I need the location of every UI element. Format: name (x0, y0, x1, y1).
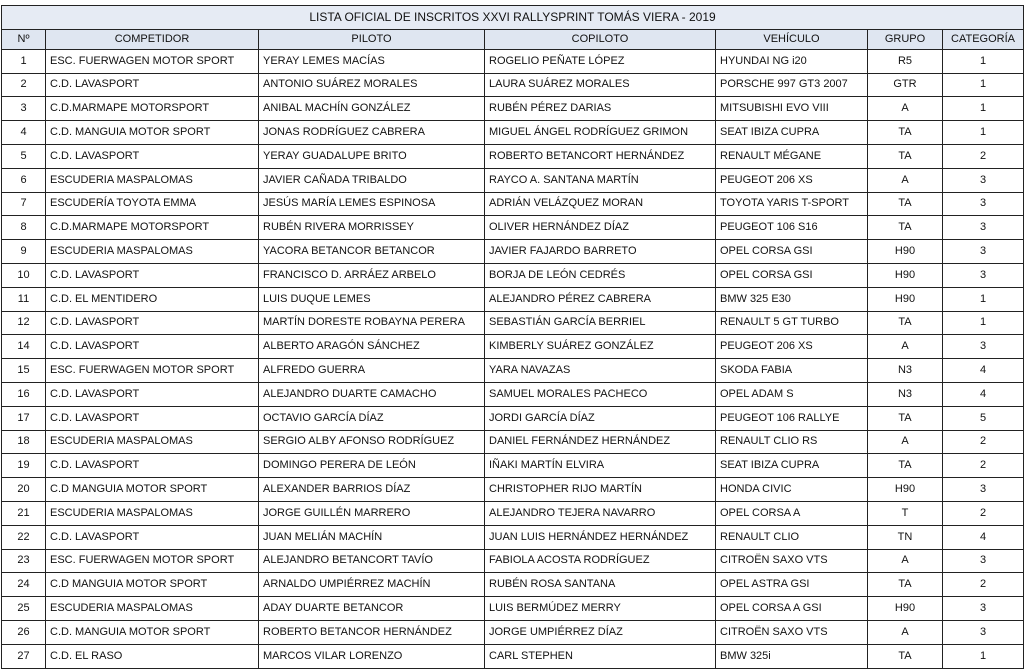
entry-number: 9 (2, 240, 46, 264)
entry-number: 24 (2, 573, 46, 597)
group-cell: A (868, 549, 943, 573)
vehicle-cell: MITSUBISHI EVO VIII (716, 97, 868, 121)
group-cell: A (868, 335, 943, 359)
entry-number: 19 (2, 454, 46, 478)
driver-cell: ARNALDO UMPIÉRREZ MACHÍN (259, 573, 485, 597)
group-cell: TA (868, 144, 943, 168)
competitor-cell: C.D. MANGUIA MOTOR SPORT (46, 620, 259, 644)
table-row (2, 406, 1024, 430)
table-row (2, 525, 1024, 549)
entry-number: 22 (2, 525, 46, 549)
group-cell: N3 (868, 382, 943, 406)
column-header-competitor: COMPETIDOR (46, 29, 259, 49)
codriver-cell: JUAN LUIS HERNÁNDEZ HERNÁNDEZ (485, 525, 716, 549)
column-header-number: Nº (2, 29, 46, 49)
table-row (2, 192, 1024, 216)
entry-number: 16 (2, 382, 46, 406)
table-row (2, 287, 1024, 311)
driver-cell: RUBÉN RIVERA MORRISSEY (259, 216, 485, 240)
category-cell: 3 (943, 192, 1024, 216)
category-cell: 3 (943, 168, 1024, 192)
competitor-cell: C.D. LAVASPORT (46, 525, 259, 549)
driver-cell: JUAN MELIÁN MACHÍN (259, 525, 485, 549)
column-header-group: GRUPO (868, 29, 943, 49)
driver-cell: SERGIO ALBY AFONSO RODRÍGUEZ (259, 430, 485, 454)
entry-number: 18 (2, 430, 46, 454)
driver-cell: FRANCISCO D. ARRÁEZ ARBELO (259, 263, 485, 287)
competitor-cell: C.D. LAVASPORT (46, 311, 259, 335)
entry-number: 3 (2, 97, 46, 121)
codriver-cell: ALEJANDRO TEJERA NAVARRO (485, 501, 716, 525)
vehicle-cell: OPEL ADAM S (716, 382, 868, 406)
title-row (2, 6, 1024, 30)
codriver-cell: SEBASTIÁN GARCÍA BERRIEL (485, 311, 716, 335)
driver-cell: LUIS DUQUE LEMES (259, 287, 485, 311)
codriver-cell: JORGE UMPIÉRREZ DÍAZ (485, 620, 716, 644)
codriver-cell: CHRISTOPHER RIJO MARTÍN (485, 478, 716, 502)
table-row (2, 382, 1024, 406)
category-cell: 1 (943, 73, 1024, 97)
driver-cell: YERAY LEMES MACÍAS (259, 49, 485, 73)
competitor-cell: ESC. FUERWAGEN MOTOR SPORT (46, 49, 259, 73)
driver-cell: ADAY DUARTE BETANCOR (259, 597, 485, 621)
driver-cell: OCTAVIO GARCÍA DÍAZ (259, 406, 485, 430)
column-header-category: CATEGORÍA (943, 29, 1024, 49)
category-cell: 3 (943, 597, 1024, 621)
entry-number: 7 (2, 192, 46, 216)
codriver-cell: KIMBERLY SUÁREZ GONZÁLEZ (485, 335, 716, 359)
category-cell: 1 (943, 49, 1024, 73)
group-cell: A (868, 97, 943, 121)
group-cell: H90 (868, 478, 943, 502)
vehicle-cell: CITROËN SAXO VTS (716, 549, 868, 573)
category-cell: 2 (943, 573, 1024, 597)
group-cell: T (868, 501, 943, 525)
competitor-cell: ESCUDERIA MASPALOMAS (46, 168, 259, 192)
vehicle-cell: HYUNDAI NG i20 (716, 49, 868, 73)
group-cell: TN (868, 525, 943, 549)
group-cell: H90 (868, 597, 943, 621)
entry-number: 27 (2, 644, 46, 668)
vehicle-cell: RENAULT MÉGANE (716, 144, 868, 168)
codriver-cell: ROBERTO BETANCORT HERNÁNDEZ (485, 144, 716, 168)
entry-number: 26 (2, 620, 46, 644)
competitor-cell: C.D. LAVASPORT (46, 73, 259, 97)
codriver-cell: ADRIÁN VELÁZQUEZ MORAN (485, 192, 716, 216)
codriver-cell: JAVIER FAJARDO BARRETO (485, 240, 716, 264)
driver-cell: DOMINGO PERERA DE LEÓN (259, 454, 485, 478)
group-cell: GTR (868, 73, 943, 97)
category-cell: 3 (943, 335, 1024, 359)
competitor-cell: ESC. FUERWAGEN MOTOR SPORT (46, 549, 259, 573)
table-row (2, 311, 1024, 335)
competitor-cell: C.D. LAVASPORT (46, 382, 259, 406)
driver-cell: JAVIER CAÑADA TRIBALDO (259, 168, 485, 192)
driver-cell: YERAY GUADALUPE BRITO (259, 144, 485, 168)
driver-cell: MARCOS VILAR LORENZO (259, 644, 485, 668)
vehicle-cell: OPEL ASTRA GSI (716, 573, 868, 597)
competitor-cell: ESCUDERIA MASPALOMAS (46, 597, 259, 621)
table-row (2, 454, 1024, 478)
driver-cell: ANIBAL MACHÍN GONZÁLEZ (259, 97, 485, 121)
vehicle-cell: OPEL CORSA GSI (716, 240, 868, 264)
entry-number: 14 (2, 335, 46, 359)
category-cell: 3 (943, 549, 1024, 573)
entry-number: 4 (2, 121, 46, 145)
category-cell: 3 (943, 216, 1024, 240)
table-row (2, 73, 1024, 97)
entry-number: 11 (2, 287, 46, 311)
codriver-cell: RAYCO A. SANTANA MARTÍN (485, 168, 716, 192)
driver-cell: JESÚS MARÍA LEMES ESPINOSA (259, 192, 485, 216)
table-row (2, 573, 1024, 597)
vehicle-cell: OPEL CORSA A GSI (716, 597, 868, 621)
category-cell: 4 (943, 525, 1024, 549)
vehicle-cell: RENAULT 5 GT TURBO (716, 311, 868, 335)
competitor-cell: C.D.MARMAPE MOTORSPORT (46, 216, 259, 240)
vehicle-cell: BMW 325i (716, 644, 868, 668)
table-row (2, 644, 1024, 668)
table-row (2, 620, 1024, 644)
table-row (2, 144, 1024, 168)
entry-number: 2 (2, 73, 46, 97)
table-row (2, 597, 1024, 621)
vehicle-cell: SEAT IBIZA CUPRA (716, 121, 868, 145)
vehicle-cell: RENAULT CLIO (716, 525, 868, 549)
table-row (2, 240, 1024, 264)
driver-cell: ALEJANDRO BETANCORT TAVÍO (259, 549, 485, 573)
group-cell: A (868, 430, 943, 454)
codriver-cell: IÑAKI MARTÍN ELVIRA (485, 454, 716, 478)
entry-list-table (1, 5, 1024, 669)
table-row (2, 97, 1024, 121)
vehicle-cell: BMW 325 E30 (716, 287, 868, 311)
category-cell: 1 (943, 644, 1024, 668)
category-cell: 3 (943, 620, 1024, 644)
category-cell: 1 (943, 311, 1024, 335)
competitor-cell: C.D. EL RASO (46, 644, 259, 668)
codriver-cell: LUIS BERMÚDEZ MERRY (485, 597, 716, 621)
driver-cell: JORGE GUILLÉN MARRERO (259, 501, 485, 525)
group-cell: N3 (868, 359, 943, 383)
codriver-cell: FABIOLA ACOSTA RODRÍGUEZ (485, 549, 716, 573)
competitor-cell: C.D. LAVASPORT (46, 454, 259, 478)
codriver-cell: ROGELIO PEÑATE LÓPEZ (485, 49, 716, 73)
codriver-cell: MIGUEL ÁNGEL RODRÍGUEZ GRIMON (485, 121, 716, 145)
driver-cell: ANTONIO SUÁREZ MORALES (259, 73, 485, 97)
driver-cell: ALEXANDER BARRIOS DÍAZ (259, 478, 485, 502)
entry-number: 21 (2, 501, 46, 525)
group-cell: TA (868, 454, 943, 478)
category-cell: 1 (943, 121, 1024, 145)
group-cell: TA (868, 644, 943, 668)
codriver-cell: SAMUEL MORALES PACHECO (485, 382, 716, 406)
table-row (2, 216, 1024, 240)
competitor-cell: C.D. LAVASPORT (46, 144, 259, 168)
vehicle-cell: PEUGEOT 206 XS (716, 335, 868, 359)
vehicle-cell: PEUGEOT 106 S16 (716, 216, 868, 240)
group-cell: A (868, 168, 943, 192)
competitor-cell: C.D. EL MENTIDERO (46, 287, 259, 311)
table-row (2, 549, 1024, 573)
competitor-cell: C.D. LAVASPORT (46, 406, 259, 430)
competitor-cell: C.D.MARMAPE MOTORSPORT (46, 97, 259, 121)
vehicle-cell: PEUGEOT 206 XS (716, 168, 868, 192)
competitor-cell: ESCUDERIA MASPALOMAS (46, 240, 259, 264)
codriver-cell: RUBÉN ROSA SANTANA (485, 573, 716, 597)
codriver-cell: DANIEL FERNÁNDEZ HERNÁNDEZ (485, 430, 716, 454)
table-row (2, 478, 1024, 502)
table-row (2, 168, 1024, 192)
group-cell: R5 (868, 49, 943, 73)
vehicle-cell: OPEL CORSA A (716, 501, 868, 525)
entry-number: 5 (2, 144, 46, 168)
vehicle-cell: PEUGEOT 106 RALLYE (716, 406, 868, 430)
table-row (2, 430, 1024, 454)
vehicle-cell: RENAULT CLIO RS (716, 430, 868, 454)
driver-cell: ALFREDO GUERRA (259, 359, 485, 383)
table-row (2, 501, 1024, 525)
entry-number: 23 (2, 549, 46, 573)
group-cell: H90 (868, 240, 943, 264)
table-row (2, 335, 1024, 359)
competitor-cell: C.D. MANGUIA MOTOR SPORT (46, 121, 259, 145)
group-cell: H90 (868, 263, 943, 287)
competitor-cell: ESCUDERIA MASPALOMAS (46, 430, 259, 454)
codriver-cell: RUBÉN PÉREZ DARIAS (485, 97, 716, 121)
driver-cell: YACORA BETANCOR BETANCOR (259, 240, 485, 264)
driver-cell: ALBERTO ARAGÓN SÁNCHEZ (259, 335, 485, 359)
category-cell: 3 (943, 263, 1024, 287)
codriver-cell: OLIVER HERNÁNDEZ DÍAZ (485, 216, 716, 240)
category-cell: 1 (943, 97, 1024, 121)
category-cell: 5 (943, 406, 1024, 430)
competitor-cell: C.D MANGUIA MOTOR SPORT (46, 478, 259, 502)
entry-number: 17 (2, 406, 46, 430)
category-cell: 4 (943, 359, 1024, 383)
entry-number: 12 (2, 311, 46, 335)
vehicle-cell: HONDA CIVIC (716, 478, 868, 502)
group-cell: TA (868, 216, 943, 240)
entry-number: 25 (2, 597, 46, 621)
competitor-cell: C.D. LAVASPORT (46, 335, 259, 359)
table-body (2, 49, 1024, 668)
codriver-cell: JORDI GARCÍA DÍAZ (485, 406, 716, 430)
codriver-cell: CARL STEPHEN (485, 644, 716, 668)
column-header-codriver: COPILOTO (485, 29, 716, 49)
column-header-driver: PILOTO (259, 29, 485, 49)
vehicle-cell: SEAT IBIZA CUPRA (716, 454, 868, 478)
group-cell: TA (868, 573, 943, 597)
entry-number: 6 (2, 168, 46, 192)
codriver-cell: BORJA DE LEÓN CEDRÉS (485, 263, 716, 287)
category-cell: 1 (943, 287, 1024, 311)
entry-number: 8 (2, 216, 46, 240)
entry-number: 20 (2, 478, 46, 502)
competitor-cell: C.D MANGUIA MOTOR SPORT (46, 573, 259, 597)
table-row (2, 49, 1024, 73)
entry-number: 15 (2, 359, 46, 383)
group-cell: TA (868, 192, 943, 216)
category-cell: 2 (943, 144, 1024, 168)
competitor-cell: ESCUDERÍA TOYOTA EMMA (46, 192, 259, 216)
competitor-cell: ESCUDERIA MASPALOMAS (46, 501, 259, 525)
category-cell: 3 (943, 478, 1024, 502)
category-cell: 2 (943, 430, 1024, 454)
group-cell: A (868, 620, 943, 644)
table-row (2, 121, 1024, 145)
codriver-cell: YARA NAVAZAS (485, 359, 716, 383)
table-title: LISTA OFICIAL DE INSCRITOS XXVI RALLYSPRINT TOMÁS VIERA - 2019 (2, 6, 1024, 30)
group-cell: TA (868, 311, 943, 335)
category-cell: 3 (943, 240, 1024, 264)
group-cell: TA (868, 406, 943, 430)
vehicle-cell: PORSCHE 997 GT3 2007 (716, 73, 868, 97)
column-header-vehicle: VEHÍCULO (716, 29, 868, 49)
header-row (2, 29, 1024, 49)
vehicle-cell: TOYOTA YARIS T-SPORT (716, 192, 868, 216)
table-row (2, 359, 1024, 383)
competitor-cell: ESC. FUERWAGEN MOTOR SPORT (46, 359, 259, 383)
entry-number: 10 (2, 263, 46, 287)
category-cell: 2 (943, 454, 1024, 478)
driver-cell: JONAS RODRÍGUEZ CABRERA (259, 121, 485, 145)
competitor-cell: C.D. LAVASPORT (46, 263, 259, 287)
driver-cell: ALEJANDRO DUARTE CAMACHO (259, 382, 485, 406)
driver-cell: MARTÍN DORESTE ROBAYNA PERERA (259, 311, 485, 335)
codriver-cell: ALEJANDRO PÉREZ CABRERA (485, 287, 716, 311)
entry-number: 1 (2, 49, 46, 73)
codriver-cell: LAURA SUÁREZ MORALES (485, 73, 716, 97)
category-cell: 4 (943, 382, 1024, 406)
table-row (2, 263, 1024, 287)
group-cell: H90 (868, 287, 943, 311)
group-cell: TA (868, 121, 943, 145)
vehicle-cell: CITROËN SAXO VTS (716, 620, 868, 644)
category-cell: 2 (943, 501, 1024, 525)
vehicle-cell: SKODA FABIA (716, 359, 868, 383)
vehicle-cell: OPEL CORSA GSI (716, 263, 868, 287)
driver-cell: ROBERTO BETANCOR HERNÁNDEZ (259, 620, 485, 644)
